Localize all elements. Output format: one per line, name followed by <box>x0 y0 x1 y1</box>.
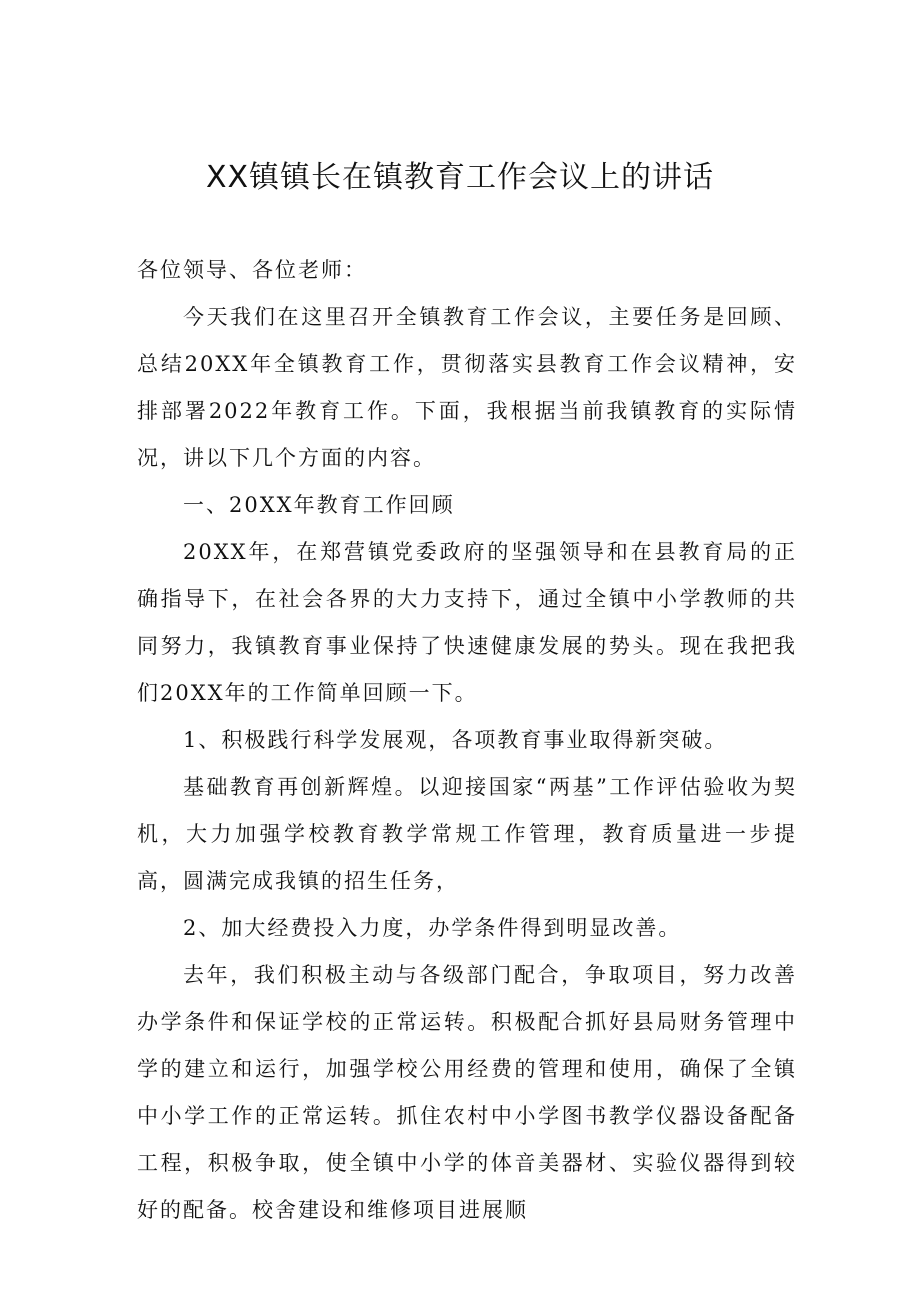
intro-paragraph: 今天我们在这里召开全镇教育工作会议，主要任务是回顾、总结20XX年全镇教育工作，贯彻落实县教育工作会议精神，安排部署2022年教育工作。下面，我根据当前我镇教育的实际情况，讲以下几个方面的内容。 <box>137 305 797 470</box>
document-title: XX镇镇长在镇教育工作会议上的讲话 <box>205 160 715 195</box>
funding-paragraph: 去年，我们积极主动与各级部门配合，争取项目，努力改善办学条件和保证学校的正常运转。积极配合抓好县局财务管理中学的建立和运行，加强学校公用经费的管理和使用，确保了全镇中小学工作的正常运转。抓住农村中小学图书教学仪器设备配备工程，积极争取，使全镇中小学的体音美器材、实验仪器得到较好的配备。校舍建设和维修项目进展顺 <box>137 963 797 1222</box>
document-body <box>137 247 797 1234</box>
review-paragraph: 20XX年，在郑营镇党委政府的坚强领导和在县教育局的正确指导下，在社会各界的大力支持下，通过全镇中小学教师的共同努力，我镇教育事业保持了快速健康发展的势头。现在我把我们20XX年的工作简单回顾一下。 <box>137 540 797 705</box>
salutation-paragraph: 各位领导、各位老师： <box>137 258 367 282</box>
subheading-1: 1、积极践行科学发展观，各项教育事业取得新突破。 <box>183 728 728 752</box>
section-heading-review: 一、20XX年教育工作回顾 <box>183 493 455 517</box>
basic-education-paragraph: 基础教育再创新辉煌。以迎接国家“两基”工作评估验收为契机，大力加强学校教育教学常规工作管理，教育质量进一步提高，圆满完成我镇的招生任务， <box>137 775 797 893</box>
subheading-2: 2、加大经费投入力度，办学条件得到明显改善。 <box>183 916 682 940</box>
